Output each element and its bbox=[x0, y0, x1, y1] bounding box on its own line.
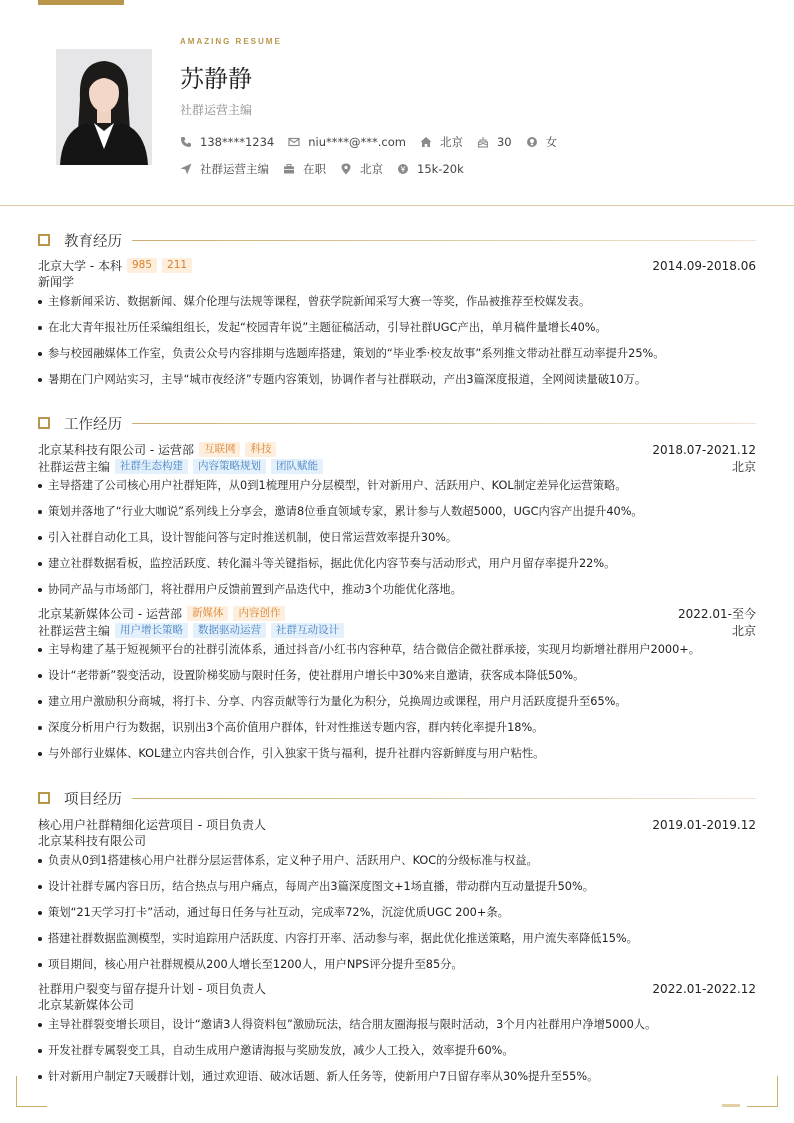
list-item: 开发社群专属裂变工具，自动生成用户邀请海报与奖励发放，减少人工投入，效率提升60%。 bbox=[38, 1040, 756, 1066]
section-divider bbox=[132, 423, 756, 424]
job-role-row bbox=[38, 458, 756, 475]
residence-info bbox=[420, 134, 463, 150]
list-item: 协同产品与市场部门，将社群用户反馈前置到产品迭代中，推动3个功能优化落地。 bbox=[38, 579, 756, 605]
list-item: 针对新用户制定7天暖群计划，通过欢迎语、破冰话题、新人任务等，使新用户7日留存率从30%提升至55%。 bbox=[38, 1066, 756, 1092]
role-tag: 团队赋能 bbox=[271, 459, 323, 474]
list-item: 主导搭建了公司核心用户社群矩阵，从0到1梳理用户分层模型，针对新用户、活跃用户、KOL制定差异化运营策略。 bbox=[38, 475, 756, 501]
section-divider bbox=[132, 240, 756, 241]
list-item: 设计“老带新”裂变活动，设置阶梯奖励与限时任务，使社群用户增长中30%来自邀请，获客成本降低50%。 bbox=[38, 665, 756, 691]
work-section bbox=[38, 412, 756, 769]
list-item: 在北大青年报社历任采编组组长，发起“校园青年说”主题征稿活动，引导社群UGC产出，单月稿件量增长40%。 bbox=[38, 317, 756, 343]
list-item: 策划并落地了“行业大咖说”系列线上分享会，邀请8位垂直领域专家，累计参与人数超5000，UGC内容产出提升40%。 bbox=[38, 501, 756, 527]
role-tag: 数据驱动运营 bbox=[193, 623, 266, 638]
education-heading bbox=[38, 229, 756, 251]
list-item: 建立用户激励积分商城，将打卡、分享、内容贡献等行为量化为积分，兑换周边或课程，用户月活跃度提升至65%。 bbox=[38, 691, 756, 717]
section-divider bbox=[132, 798, 756, 799]
work-heading bbox=[38, 412, 756, 434]
gender-info bbox=[526, 134, 558, 150]
project-name: 核心用户社群精细化运营项目 - 项目负责人 bbox=[38, 818, 266, 832]
project-header-row bbox=[38, 816, 756, 833]
projects-section bbox=[38, 787, 756, 1092]
school-tag: 985 bbox=[127, 258, 157, 273]
job-bullets bbox=[38, 475, 756, 605]
company-tag: 互联网 bbox=[199, 442, 241, 457]
intended-position-info bbox=[180, 161, 269, 177]
job-role: 社群运营主编 bbox=[38, 460, 111, 474]
corner-decoration-left bbox=[16, 1076, 47, 1107]
project-date: 2022.01-2022.12 bbox=[652, 981, 756, 996]
job-date: 2022.01-至今 bbox=[678, 607, 756, 621]
role-tag: 内容策略规划 bbox=[193, 459, 266, 474]
intended-city-text: 北京 bbox=[360, 162, 383, 176]
company-tag: 科技 bbox=[245, 442, 276, 457]
company-name: 北京某新媒体公司 - 运营部 bbox=[38, 607, 182, 621]
section-square-icon bbox=[38, 417, 50, 429]
list-item: 设计社群专属内容日历，结合热点与用户痛点，每周产出3篇深度图文+1场直播，带动群内互动量提升50%。 bbox=[38, 876, 756, 902]
company-tag: 内容创作 bbox=[233, 606, 285, 621]
residence-text: 北京 bbox=[439, 135, 463, 149]
intended-position-text: 社群运营主编 bbox=[200, 162, 269, 176]
list-item: 搭建社群数据监测模型，实时追踪用户活跃度、内容打开率、活动参与率，据此优化推送策略，用户流失率降低15%。 bbox=[38, 928, 756, 954]
intention-row bbox=[180, 161, 478, 177]
list-item: 项目期间，核心用户社群规模从200人增长至1200人，用户NPS评分提升至85分。 bbox=[38, 954, 756, 980]
education-date: 2014.09-2018.06 bbox=[652, 258, 756, 273]
cake-icon bbox=[477, 136, 489, 148]
project-bullets bbox=[38, 1014, 756, 1092]
role-tag: 用户增长策略 bbox=[115, 623, 188, 638]
school-name: 北京大学 - 本科 bbox=[38, 259, 122, 273]
email-text: niu****@***.com bbox=[308, 135, 406, 149]
job-entry bbox=[38, 441, 756, 605]
status-text: 在职 bbox=[303, 162, 326, 176]
list-item: 主导构建了基于短视频平台的社群引流体系，通过抖音/小红书内容种草，结合微信企微社群承接，实现月均新增社群用户2000+。 bbox=[38, 639, 756, 665]
major-name: 新闻学 bbox=[38, 275, 75, 289]
education-entry-header bbox=[38, 257, 756, 274]
mail-icon bbox=[288, 136, 300, 148]
section-title: 工作经历 bbox=[64, 416, 122, 433]
gender-icon bbox=[526, 136, 538, 148]
job-title: 社群运营主编 bbox=[180, 103, 253, 117]
project-entry bbox=[38, 816, 756, 980]
job-role: 社群运营主编 bbox=[38, 624, 111, 638]
job-company-row bbox=[38, 605, 756, 622]
profile-photo bbox=[56, 49, 152, 165]
age-info bbox=[477, 135, 512, 149]
briefcase-icon bbox=[283, 163, 295, 175]
section-title: 教育经历 bbox=[64, 233, 122, 250]
list-item: 深度分析用户行为数据，识别出3个高价值用户群体，针对性推送专题内容，群内转化率提升18%。 bbox=[38, 717, 756, 743]
email-info bbox=[288, 135, 406, 149]
list-item: 主导社群裂变增长项目，设计“邀请3人得资料包”激励玩法，结合朋友圈海报与限时活动，3个月内社群用户净增5000人。 bbox=[38, 1014, 756, 1040]
list-item: 负责从0到1搭建核心用户社群分层运营体系，定义种子用户、活跃用户、KOC的分级标准与权益。 bbox=[38, 850, 756, 876]
footer-accent-mark bbox=[722, 1104, 740, 1107]
projects-heading bbox=[38, 787, 756, 809]
gender-text: 女 bbox=[545, 135, 558, 149]
phone-text: 138****1234 bbox=[200, 135, 275, 149]
project-entry bbox=[38, 980, 756, 1092]
list-item: 引入社群自动化工具，设计智能问答与定时推送机制，使日常运营效率提升30%。 bbox=[38, 527, 756, 553]
company-name: 北京某科技有限公司 - 运营部 bbox=[38, 443, 194, 457]
salary-icon bbox=[397, 163, 409, 175]
list-item: 暑期在门户网站实习，主导“城市夜经济”专题内容策划，协调作者与社群联动，产出3篇深度报道，全网阅读量破10万。 bbox=[38, 369, 756, 395]
brand-label: AMAZING RESUME bbox=[180, 37, 282, 46]
send-icon bbox=[180, 163, 192, 175]
project-header-row bbox=[38, 980, 756, 997]
list-item: 主修新闻采访、数据新闻、媒介伦理与法规等课程，曾获学院新闻采写大赛一等奖，作品被推荐至校媒发表。 bbox=[38, 291, 756, 317]
job-role-row bbox=[38, 622, 756, 639]
phone-icon bbox=[180, 136, 192, 148]
intended-city-info bbox=[340, 161, 383, 177]
role-tag: 社群互动设计 bbox=[271, 623, 344, 638]
project-org: 北京某新媒体公司 bbox=[38, 998, 135, 1012]
job-date: 2018.07-2021.12 bbox=[652, 442, 756, 457]
location-icon bbox=[340, 163, 352, 175]
role-tag: 社群生态构建 bbox=[115, 459, 188, 474]
job-bullets bbox=[38, 639, 756, 769]
education-section bbox=[38, 229, 756, 395]
list-item: 策划“21天学习打卡”活动，通过每日任务与社互动，完成率72%，沉淀优质UGC 200+条。 bbox=[38, 902, 756, 928]
salary-info bbox=[397, 162, 464, 176]
phone-info bbox=[180, 135, 274, 149]
project-name: 社群用户裂变与留存提升计划 - 项目负责人 bbox=[38, 982, 266, 996]
home-icon bbox=[420, 136, 432, 148]
candidate-name: 苏静静 bbox=[180, 65, 252, 93]
school-tag: 211 bbox=[162, 258, 192, 273]
corner-decoration-right bbox=[747, 1076, 778, 1107]
company-tag: 新媒体 bbox=[187, 606, 229, 621]
job-city: 北京 bbox=[731, 624, 756, 638]
list-item: 建立社群数据看板，监控活跃度、转化漏斗等关键指标，据此优化内容节奏与活动形式，用户月留存率提升22%。 bbox=[38, 553, 756, 579]
age-text: 30 bbox=[496, 135, 512, 149]
job-city: 北京 bbox=[731, 460, 756, 474]
section-square-icon bbox=[38, 234, 50, 246]
section-square-icon bbox=[38, 792, 50, 804]
education-bullets bbox=[38, 291, 756, 395]
contact-row bbox=[180, 134, 571, 150]
job-entry bbox=[38, 605, 756, 769]
resume-header bbox=[0, 0, 794, 206]
status-info bbox=[283, 161, 326, 177]
section-title: 项目经历 bbox=[64, 791, 122, 808]
job-company-row bbox=[38, 441, 756, 458]
salary-text: 15k-20k bbox=[417, 162, 464, 176]
list-item: 参与校园融媒体工作室，负责公众号内容排期与选题库搭建，策划的“毕业季·校友故事”系列推文带动社群互动率提升25%。 bbox=[38, 343, 756, 369]
project-bullets bbox=[38, 850, 756, 980]
project-org: 北京某科技有限公司 bbox=[38, 834, 147, 848]
list-item: 与外部行业媒体、KOL建立内容共创合作，引入独家干货与福利，提升社群内容新鲜度与用户粘性。 bbox=[38, 743, 756, 769]
project-date: 2019.01-2019.12 bbox=[652, 817, 756, 832]
